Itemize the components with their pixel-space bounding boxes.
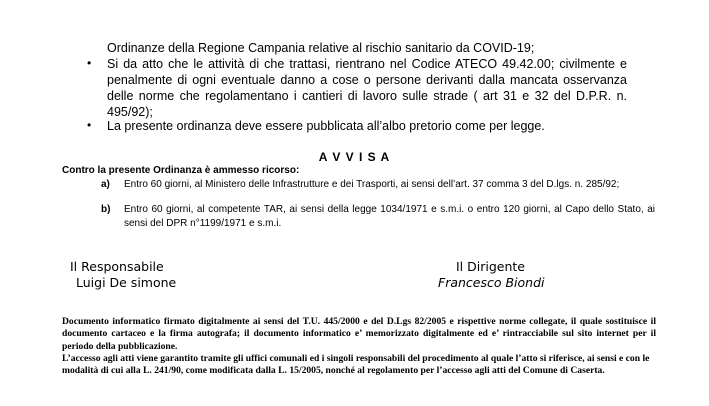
signature-left-role: Il Responsabile — [70, 259, 164, 274]
signature-left-name: Luigi De simone — [76, 275, 177, 290]
appeal-item-ministry: Entro 60 giorni, al Ministero delle Infrastrutture e dei Trasporti, ai sensi dell’art. 37 comma 3 del D.lgs. n. 285/92; — [124, 179, 620, 190]
bullet-item-ateco: Si da atto che le attività di che trattasi, rientrano nel Codice ATECO 49.42.00; civilmente e penalmente di ogni eventuale danno a cose o persone derivanti dalla mancata osservanza delle norme che regolamentano i cantieri di lavoro sulle strade ( art 31 e 32 del D.P.R. n. 495/92); — [107, 57, 627, 119]
footer-digital-signature-note: Documento informatico firmato digitalmente ai sensi del T.U. 445/2000 e del D.Lgs 82/2005 e rispettive norme collegate, il quale sostituisce il documento cartaceo e la firma autografa; il documento informatico e’ memorizzato digitalmente ed e’ rintracciabile sul sito internet per il periodo della pubblicazione. — [62, 316, 656, 352]
bullet-item-publication: La presente ordinanza deve essere pubblicata all’albo pretorio come per legge. — [107, 119, 545, 133]
appeal-item-tar: Entro 60 giorni, al competente TAR, ai sensi della legge 1034/1971 e s.m.i. o entro 120 giorni, al Capo dello Stato, ai sensi del DPR n°1199/1971 e s.m.i. — [124, 204, 655, 229]
bullet-continuation: Ordinanze della Regione Campania relative al rischio sanitario da COVID-19; — [107, 41, 535, 55]
avvisa-heading: A V V I S A — [318, 150, 391, 164]
signature-right-name: Francesco Biondi — [438, 275, 545, 290]
signature-right-role: Il Dirigente — [456, 259, 525, 274]
avvisa-intro: Contro la presente Ordinanza è ammesso ricorso: — [62, 165, 300, 176]
appeal-marker-b: b) — [101, 204, 111, 215]
appeal-marker-a: a) — [101, 179, 110, 190]
footer-access-note: L’accesso agli atti viene garantito tramite gli uffici comunali ed i singoli responsabili del procedimento al quale l’atto si riferisce, ai sensi e con le modalità di cui alla L. 241/90, come modificata dalla L. 15/2005, nonché al regolamento per l’accesso agli atti del Comune di Caserta. — [62, 353, 650, 377]
bullet-dot: • — [87, 118, 92, 132]
bullet-dot: • — [87, 56, 92, 70]
